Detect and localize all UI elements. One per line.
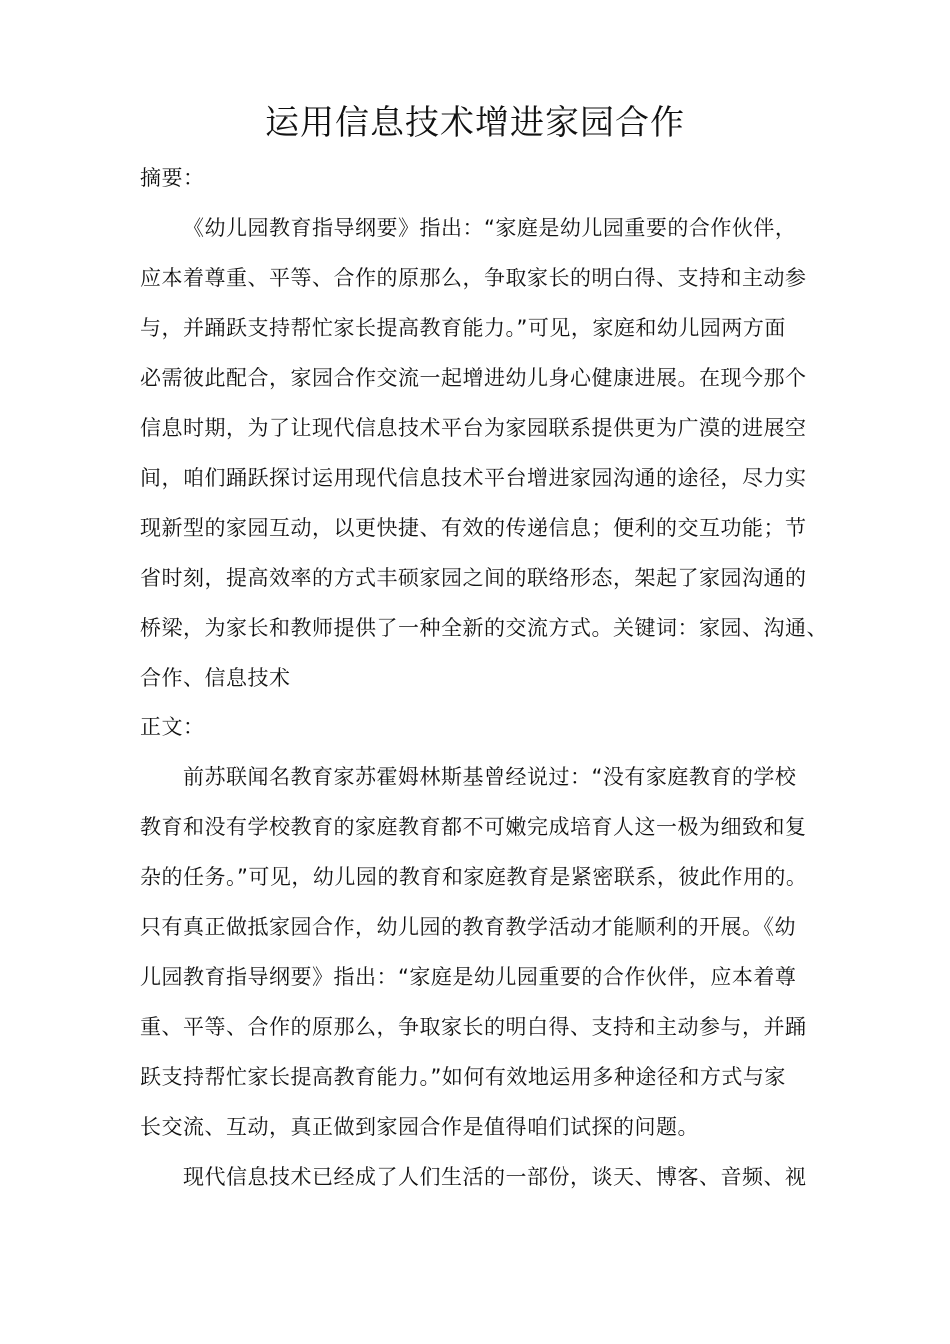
abstract-line: 间，咱们踊跃探讨运用现代信息技术平台增进家园沟通的途径，尽力实 <box>140 466 807 490</box>
body-line: 长交流、互动，真正做到家园合作是值得咱们试探的问题。 <box>140 1115 699 1139</box>
abstract-line: 桥梁，为家长和教师提供了一种全新的交流方式。关键词：家园、沟通、 <box>140 616 828 640</box>
body-line: 重、平等、合作的原那么，争取家长的明白得、支持和主动参与，并踊 <box>140 1015 807 1039</box>
abstract-line: 《幼儿园教育指导纲要》指出：“家庭是幼儿园重要的合作伙伴， <box>183 216 797 240</box>
abstract-line: 合作、信息技术 <box>140 666 291 690</box>
abstract-line: 省时刻，提高效率的方式丰硕家园之间的联络形态，架起了家园沟通的 <box>140 566 807 590</box>
abstract-line: 应本着尊重、平等、合作的原那么，争取家长的明白得、支持和主动参 <box>140 266 807 290</box>
body-line: 跃支持帮忙家长提高教育能力。”如何有效地运用多种途径和方式与家 <box>140 1065 786 1089</box>
body-line: 儿园教育指导纲要》指出：“家庭是幼儿园重要的合作伙伴，应本着尊 <box>140 965 797 989</box>
body-heading: 正文： <box>140 715 205 739</box>
body-line: 只有真正做抵家园合作，幼儿园的教育教学活动才能顺利的开展。《幼 <box>140 915 796 939</box>
abstract-line: 必需彼此配合，家园合作交流一起增进幼儿身心健康进展。在现今那个 <box>140 366 807 390</box>
body-line: 教育和没有学校教育的家庭教育都不可嫩完成培育人这一极为细致和复 <box>140 815 807 839</box>
body-line: 前苏联闻名教育家苏霍姆林斯基曾经说过：“没有家庭教育的学校 <box>183 765 797 789</box>
abstract-line: 现新型的家园互动，以更快捷、有效的传递信息；便利的交互功能；节 <box>140 516 807 540</box>
abstract-heading: 摘要： <box>140 166 205 190</box>
document-title: 运用信息技术增进家园合作 <box>265 103 685 143</box>
abstract-line: 与，并踊跃支持帮忙家长提高教育能力。”可见，家庭和幼儿园两方面 <box>140 316 786 340</box>
body-line: 现代信息技术已经成了人们生活的一部份，谈天、博客、音频、视 <box>183 1165 807 1189</box>
abstract-line: 信息时期，为了让现代信息技术平台为家园联系提供更为广漠的进展空 <box>140 416 807 440</box>
body-line: 杂的任务。”可见，幼儿园的教育和家庭教育是紧密联系，彼此作用的。 <box>140 865 808 889</box>
